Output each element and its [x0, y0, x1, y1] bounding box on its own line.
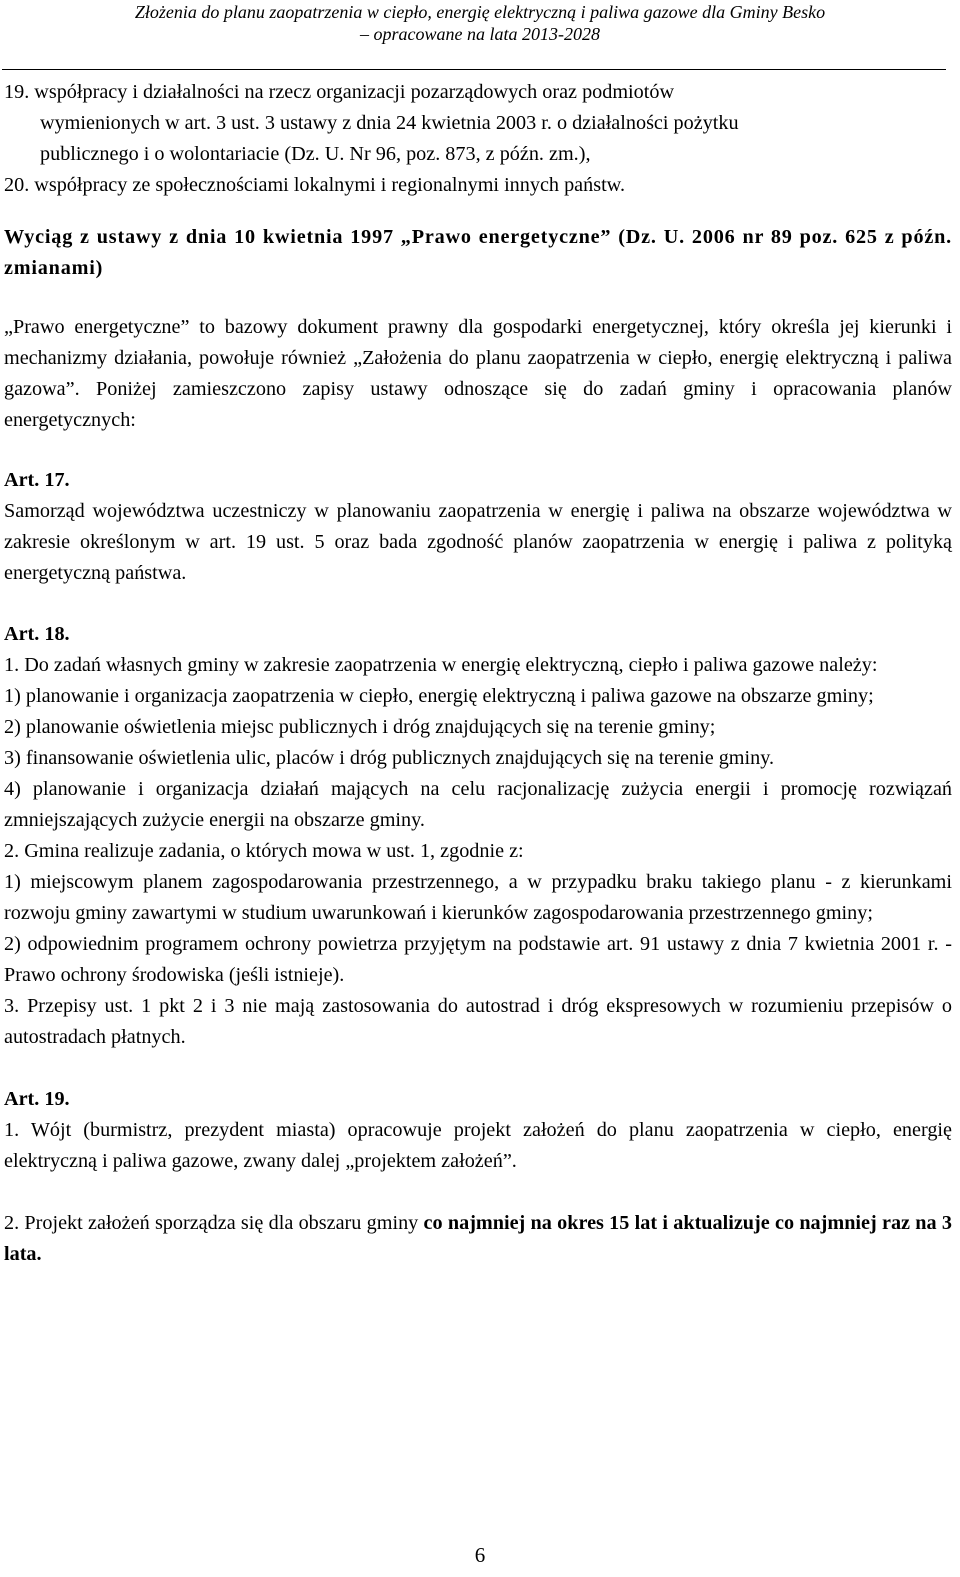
page-number: 6 — [474, 1543, 486, 1567]
list-item-20: 20. współpracy ze społecznościami lokalnymi i regionalnymi innych państw. — [4, 174, 625, 196]
art19-title: Art. 19. — [4, 1088, 70, 1110]
art18-point-1-2: 2) planowanie oświetlenia miejsc publicznych i dróg znajdujących się na terenie gminy; — [4, 716, 716, 738]
art18-point-2-2: 2) odpowiednim programem ochrony powietrza przyjętym na podstawie art. 91 ustawy z dnia 7 kwietnia 2001 r. - Prawo ochrony środowiska (jeśli istnieje). — [4, 933, 952, 986]
art18-title: Art. 18. — [4, 623, 70, 645]
list-item-19-continuation-2: publicznego i o wolontariacie (Dz. U. Nr 96, poz. 873, z późn. zm.), — [40, 143, 591, 165]
spacer — [4, 1177, 952, 1208]
list-item-19: 19. współpracy i działalności na rzecz organizacji pozarządowych oraz podmiotów — [4, 81, 675, 103]
art18-paragraph-1: 1. Do zadań własnych gminy w zakresie zaopatrzenia w energię elektryczną, ciepło i paliwa gazowe należy: — [4, 654, 878, 676]
spacer — [4, 589, 952, 619]
spacer — [4, 284, 952, 312]
header-title: Złożenia do planu zaopatrzenia w ciepło, energię elektryczną i paliwa gazowe dla Gminy Besko — [134, 2, 826, 22]
spacer — [4, 436, 952, 465]
header-subtitle: – opracowane na lata 2013-2028 — [360, 24, 600, 44]
document-body — [4, 77, 952, 1270]
art19-paragraph-2 — [4, 1208, 952, 1270]
art17-title: Art. 17. — [4, 469, 70, 491]
art18-point-1-1: 1) planowanie i organizacja zaopatrzenia w ciepło, energię elektryczną i paliwa gazowe na obszarze gminy; — [4, 685, 874, 707]
art18-paragraph-2: 2. Gmina realizuje zadania, o których mowa w ust. 1, zgodnie z: — [4, 840, 524, 862]
art19-paragraph-2-emphasis: co najmniej na okres 15 lat i aktualizuje co najmniej raz na 3 lata. — [4, 1212, 952, 1265]
list-item-19-continuation: wymienionych w art. 3 ust. 3 ustawy z dnia 24 kwietnia 2003 r. o działalności pożytku — [40, 112, 739, 134]
spacer — [4, 1053, 952, 1084]
art17-text: Samorząd województwa uczestniczy w planowaniu zaopatrzenia w energię i paliwa na obszarze województwa w zakresie określonym w art. 19 ust. 5 oraz bada zgodność planów zaopatrzenia w energię i paliwa z polityką energetyczną państwa. — [4, 500, 952, 584]
running-header — [0, 0, 960, 45]
intro-paragraph: „Prawo energetyczne” to bazowy dokument prawny dla gospodarki energetycznej, który określa jej kierunki i mechanizmy działania, powołuje również „Założenia do planu zaopatrzenia w ciepło, energię elektryczną i paliwa gazowa”. Poniżej zamieszczono zapisy ustawy odnoszące się do zadań gminy i opracowania planów energetycznych: — [4, 316, 952, 431]
art18-point-2-1: 1) miejscowym planem zagospodarowania przestrzennego, a w przypadku braku takiego planu - z kierunkami rozwoju gminy zawartymi w studium uwarunkowań i kierunków zagospodarowania przestrzennego gminy; — [4, 871, 952, 924]
art19-paragraph-1: 1. Wójt (burmistrz, prezydent miasta) opracowuje projekt założeń do planu zaopatrzenia w ciepło, energię elektryczną i paliwa gazowe, zwany dalej „projektem założeń”. — [4, 1119, 952, 1172]
art18-paragraph-3: 3. Przepisy ust. 1 pkt 2 i 3 nie mają zastosowania do autostrad i dróg ekspresowych w rozumieniu przepisów o autostradach płatnych. — [4, 995, 952, 1048]
art18-point-1-4: 4) planowanie i organizacja działań mających na celu racjonalizację zużycia energii i promocję rozwiązań zmniejszających zużycie energii na obszarze gminy. — [4, 778, 952, 831]
extract-heading: Wyciąg z ustawy z dnia 10 kwietnia 1997 „Prawo energetyczne” (Dz. U. 2006 nr 89 poz. 625 z późn. zmianami) — [4, 226, 952, 279]
spacer — [4, 201, 952, 222]
header-rule — [2, 69, 946, 70]
art18-point-1-3: 3) finansowanie oświetlenia ulic, placów i dróg publicznych znajdujących się na terenie gminy. — [4, 747, 775, 769]
art19-paragraph-2-text: 2. Projekt założeń sporządza się dla obszaru gminy — [4, 1212, 424, 1234]
